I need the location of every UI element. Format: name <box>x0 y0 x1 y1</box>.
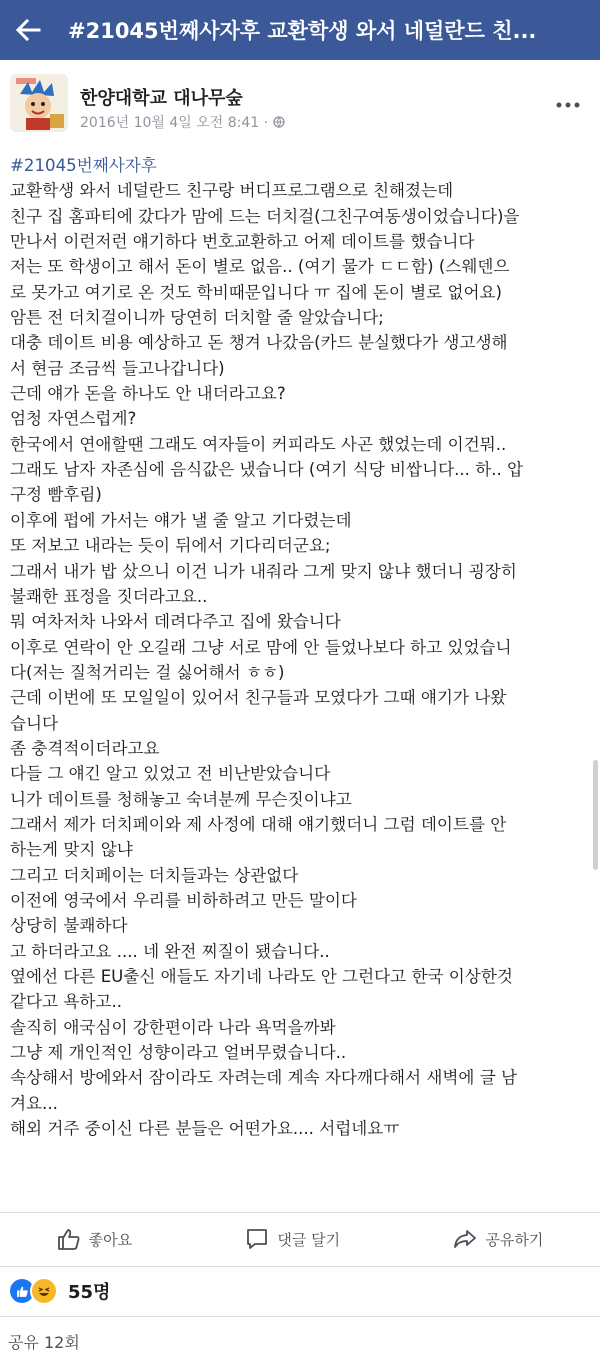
post-line: 암튼 전 더치걸이니까 당연히 더치할 줄 알았습니다; <box>10 308 384 328</box>
post-line: 다들 그 얘긴 알고 있었고 전 비난받았습니다 <box>10 764 331 784</box>
post-line: 로 못가고 여기로 온 것도 학비때문입니다 ㅠ 집에 돈이 별로 없어요) <box>10 282 503 302</box>
post-line: 속상해서 방에와서 잠이라도 자려는데 계속 자다깨다해서 새벽에 글 남 <box>10 1068 518 1088</box>
post-line: 근데 이번에 또 모일일이 있어서 친구들과 모였다가 그때 얘기가 나왔 <box>10 688 507 708</box>
post-header <box>0 66 600 146</box>
post-line: 그래도 남자 자존심에 음식값은 냈습니다 (여기 식당 비쌉니다... 하.. 압 <box>10 460 524 480</box>
comment-button[interactable] <box>245 1227 340 1251</box>
divider <box>0 1266 600 1267</box>
post-line: 이후로 연락이 안 오길래 그냥 서로 맘에 안 들었나보다 하고 있었습니 <box>10 637 512 657</box>
comment-label: 댓글 달기 <box>277 1230 341 1249</box>
post-line: 불쾌한 표정을 짓더라고요.. <box>10 586 208 606</box>
haha-reaction-icon <box>30 1277 58 1305</box>
page-name-link[interactable]: 한양대학교 대나무숲 <box>80 88 243 109</box>
page-title: #21045번째사자후 교환학생 와서 네덜란드 친... <box>68 19 537 43</box>
post-line: 니가 데이트를 청해놓고 숙녀분께 무슨짓이냐고 <box>10 789 352 809</box>
post-line: 근데 얘가 돈을 하나도 안 내더라고요? <box>10 384 286 404</box>
post-line: 겨요... <box>10 1093 58 1113</box>
share-button[interactable] <box>453 1227 543 1251</box>
post-line: 하는게 맞지 않냐 <box>10 840 133 860</box>
post-line: 솔직히 애국심이 강한편이라 나라 욕먹을까봐 <box>10 1017 336 1037</box>
post-line: 고 하더라고요 .... 네 완전 찌질이 됐습니다.. <box>10 941 330 961</box>
post-line: 대충 데이트 비용 예상하고 돈 챙겨 나갔음(카드 분실했다가 생고생해 <box>10 333 508 353</box>
post-line: 뭐 여차저차 나와서 데려다주고 집에 왔습니다 <box>10 612 341 632</box>
post-line: 한국에서 연애할땐 그래도 여자들이 커피라도 사곤 했었는데 이건뭐.. <box>10 434 507 454</box>
globe-icon <box>273 116 285 128</box>
post-actions <box>0 1216 600 1262</box>
post-line: 상당히 불쾌하다 <box>10 916 128 936</box>
thumbs-up-icon <box>57 1227 81 1251</box>
post-line: 그리고 더치페이는 더치들과는 상관없다 <box>10 865 299 885</box>
post-body <box>10 153 592 1141</box>
scrollbar-thumb[interactable] <box>593 760 598 870</box>
post-line: 옆에선 다른 EU출신 애들도 자기네 나라도 안 그런다고 한국 이상한것 <box>10 967 513 986</box>
post-line: 구정 빰후림) <box>10 485 102 505</box>
share-arrow-icon <box>453 1227 477 1251</box>
post-line: 해외 거주 중이신 다른 분들은 어떤가요.... 서럽네요ㅠ <box>10 1119 400 1139</box>
hashtag-link[interactable]: #21045번째사자후 <box>10 156 157 175</box>
back-button[interactable] <box>4 0 52 60</box>
post-line: 또 저보고 내라는 듯이 뒤에서 기다리더군요; <box>10 536 331 556</box>
post-line: 그래서 제가 더치페이와 제 사정에 대해 얘기했더니 그럼 데이트를 안 <box>10 814 507 834</box>
post-date: 2016년 10월 4일 오전 8:41 · <box>80 115 273 131</box>
avatar[interactable] <box>10 74 68 132</box>
more-dots-icon <box>556 101 580 109</box>
bamboo-forest-logo-icon <box>10 74 68 132</box>
like-button[interactable] <box>57 1227 132 1251</box>
divider <box>0 1316 600 1317</box>
post-line: 서 현금 조금씩 들고나갑니다) <box>10 358 225 378</box>
post-line: 이후에 펍에 가서는 얘가 낼 줄 알고 기다렸는데 <box>10 510 352 530</box>
like-label: 좋아요 <box>88 1230 133 1249</box>
post-line: 그냥 제 개인적인 성향이라고 얼버무렸습니다.. <box>10 1043 347 1063</box>
post-line: 친구 집 홈파티에 갔다가 맘에 드는 더치걸(그친구여동생이었습니다)을 <box>10 206 520 226</box>
divider <box>0 1212 600 1213</box>
post-line: 교환학생 와서 네덜란드 친구랑 버디프로그램으로 친해졌는데 <box>10 181 454 201</box>
comment-bubble-icon <box>245 1227 269 1251</box>
post-line: 습니다 <box>10 713 59 733</box>
post-line: 그래서 내가 밥 샀으니 이건 니가 내줘라 그게 맞지 않냐 했더니 굉장히 <box>10 561 517 581</box>
post-line: 엄청 자연스럽게? <box>10 409 137 429</box>
post-line: 같다고 욕하고.. <box>10 992 123 1012</box>
arrow-left-icon <box>15 17 41 43</box>
share-count[interactable]: 공유 12회 <box>8 1333 80 1352</box>
post-line: 이전에 영국에서 우리를 비하하려고 만든 말이다 <box>10 890 357 910</box>
more-options-button[interactable] <box>556 90 580 115</box>
reaction-count: 55명 <box>68 1282 111 1303</box>
post-timestamp[interactable] <box>80 112 285 132</box>
post-line: 다(저는 질척거리는 걸 싫어해서 ㅎㅎ) <box>10 662 285 682</box>
post-line: 만나서 이런저런 얘기하다 번호교환하고 어제 데이트를 했습니다 <box>10 232 475 252</box>
post-line: 저는 또 학생이고 해서 돈이 별로 없음.. (여기 물가 ㄷㄷ함) (스웨덴으 <box>10 257 510 277</box>
share-label: 공유하기 <box>485 1230 544 1249</box>
top-app-bar <box>0 0 600 60</box>
reactions-summary[interactable] <box>8 1276 110 1306</box>
post-line: 좀 충격적이더라고요 <box>10 738 160 758</box>
